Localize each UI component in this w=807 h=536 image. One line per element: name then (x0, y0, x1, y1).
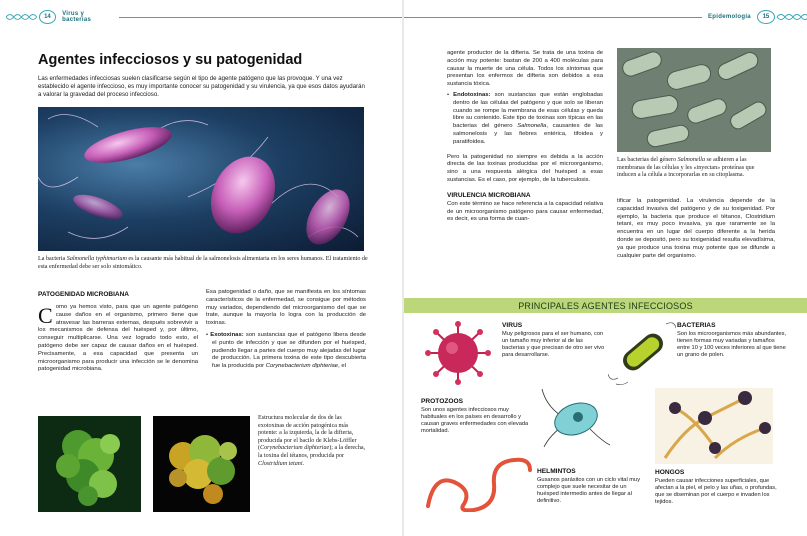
virulencia-heading: VIRULENCIA MICROBIANA (447, 191, 531, 199)
virus-illustration (424, 320, 492, 386)
intro-paragraph: Las enfermedades infecciosas suelen clasificarse según el tipo de agente patógeno que las provoque. Y una vez establecido el agente infeccioso, es muy importante conocer su patogenidad y su virulencia, ya que esos datos ayudarán a valorar la gravedad del proceso infeccioso. (38, 75, 365, 98)
virus-text: Muy peligrosos para el ser humano, con un tamaño muy inferior al de las bacterias y que precisan de otro ser vivo para desarrollarse. (502, 331, 605, 358)
header-rule (119, 17, 403, 18)
bacterias-text: Son los microorganismos más abundantes, tienen formas muy variadas y tamaños entre 10 y 100 veces inferiores al que tiene un grano de polen. (677, 331, 787, 358)
page-number: 14 (39, 10, 56, 24)
hongos-text: Pueden causar infecciones superficiales, que afectan a la piel, el pelo y las uñas, o profundas, que se diseminan por el cuerpo e invaden los tejidos. (655, 478, 777, 505)
dna-icon (775, 12, 807, 22)
diphtheria-toxin-image (38, 416, 141, 512)
patogenidad-text: Como ya hemos visto, para que un agente patógeno cause daños en el organismo, primero tiene que atravesar las barreras externas, después sobrevivir a los mecanismos de defensa del huésped y, por último, conseguir multiplicarse. Una vez logrado todo esto, el patógeno debe ser capaz de causar daños en el huésped. Precisamente, a esa capacidad que presenta un microorganismo para producir una infección se le denomina patogenidad microbiana. (38, 303, 198, 373)
diphtheria-text: agente productor de la difteria. Se trata de una toxina de acción muy potente: bastan de 200 a 400 moléculas para causar la muerte de una célula. Todos los síntomas que presentan los enfermos de difteria son debidos a esa sustancia tóxica. (447, 50, 603, 88)
bacteria-illustration (608, 318, 676, 386)
virulencia-text: Con este término se hace referencia a la capacidad relativa de un microorganismo patógeno para causar enfermedad, es decir, es una forma de cuan- (447, 200, 603, 223)
salmonella-cells-photo (617, 48, 771, 152)
endotoxinas-item: • Endotoxinas: son sustancias que están englobadas dentro de las células del patógeno y que solo se liberan cuando se rompe la membrana de esas células y queda libre su contenido. Este tipo de toxinas son típicas en las bacterias del género Salmonella, causantes de las salmonelosis y las fiebres entérica, tifoidea y paratifoidea. (447, 91, 604, 145)
patogenidad-heading: PATOGENIDAD MICROBIANA (38, 291, 129, 298)
patogenidad-column (38, 291, 198, 374)
helmintos-title: HELMINTOS (537, 468, 576, 475)
helminto-illustration (424, 454, 534, 512)
virus-title: VIRUS (502, 322, 523, 329)
header-rule (404, 17, 702, 18)
salmonella-photo (38, 107, 364, 251)
section-title: Epidemología (708, 14, 751, 20)
protozoos-title: PROTOZOOS (421, 398, 464, 405)
bacterias-title: BACTERIAS (677, 322, 716, 329)
cells-caption: Las bacterias del género Salmonella se adhieren a las membranas de las células y les «inyectan» proteínas que inducen a la célula a incorporarlas en su citoplasma. (617, 157, 755, 179)
exotoxinas-item: • Exotoxinas: son sustancias que el patógeno libera desde el punto de infección y que se difunden por el huésped, pudiendo llegar a partes del cuerpo muy alejadas del lugar de producción. La primera toxina de este tipo descubierta fue la producida por Corynebacterium diphteriae, el (206, 331, 366, 370)
hongos-title: HONGOS (655, 469, 685, 476)
photo-caption: La bacteria Salmonella typhimurium es la causante más habitual de la salmonelosis alimentaria en los seres humanos. El tratamiento de esta enfermedad debe ser solo sintomático. (38, 256, 368, 270)
toxins-intro: Esa patogenidad o daño, que se manifiesta en los síntomas característicos de la enfermedad, se consigue por métodos muy variados, dependiendo del microorganismo del que se trate, aunque la mayoría lo logra con la producción de toxinas. (206, 289, 366, 327)
agents-band (404, 298, 807, 313)
protozoo-illustration (540, 385, 612, 451)
protozoos-text: Son unos agentes infecciosos muy habituales en los países en desarrollo y causan graves enfermedades con elevada mortalidad. (421, 407, 529, 434)
page-number: 15 (757, 10, 775, 24)
page-title: Agentes infecciosos y su patogenidad (38, 52, 303, 68)
left-header (6, 10, 403, 24)
toxins-column (206, 289, 366, 371)
section-title: Virus y bacterias (62, 11, 92, 23)
right-header (404, 10, 807, 24)
agents-band-title: PRINCIPALES AGENTES INFECCIOSOS (518, 300, 693, 311)
helmintos-text: Gusanos parásitos con un ciclo vital muy complejo que suele necesitar de un huésped intermedio antes de llegar al definitivo. (537, 477, 641, 504)
allergy-text: Pero la patogenidad no siempre es debida a la acción directa de las toxinas producidas por el microorganismo, sino a una respuesta alérgica del huésped a esas sustancias. Es el caso, por ejemplo, de la tuberculosis. (447, 153, 603, 183)
dna-icon (6, 12, 39, 22)
hongos-illustration (655, 388, 773, 464)
molecule-caption: Estructura molecular de dos de las exotoxinas de acción patogénica más potente: a la izquierda, la de la difteria, producida por el bacilo de Klebs-Löffler (Corynebacterium diphteriae); a la derecha, la toxina del tétanos, producida por Clostridium tetani. (258, 415, 366, 467)
left-page (0, 0, 403, 536)
tetanus-toxin-image (153, 416, 250, 512)
drop-cap: C (38, 303, 53, 328)
virulencia-continued: tificar la patogenidad. La virulencia depende de la capacidad invasiva del patógeno y de su toxigenidad. Por ejemplo, la bacteria que produce el tétanos, Clostridium tetani, es muy poco invasiva, ya que raramente se la encuentra en un lugar del cuerpo diferente a la herida donde se depositó, pero su toxigenidad resulta elevadísima, ya que produce una toxina muy potente que se difunde a cualquier parte del organismo. (617, 198, 775, 259)
right-column-1 (447, 50, 603, 224)
